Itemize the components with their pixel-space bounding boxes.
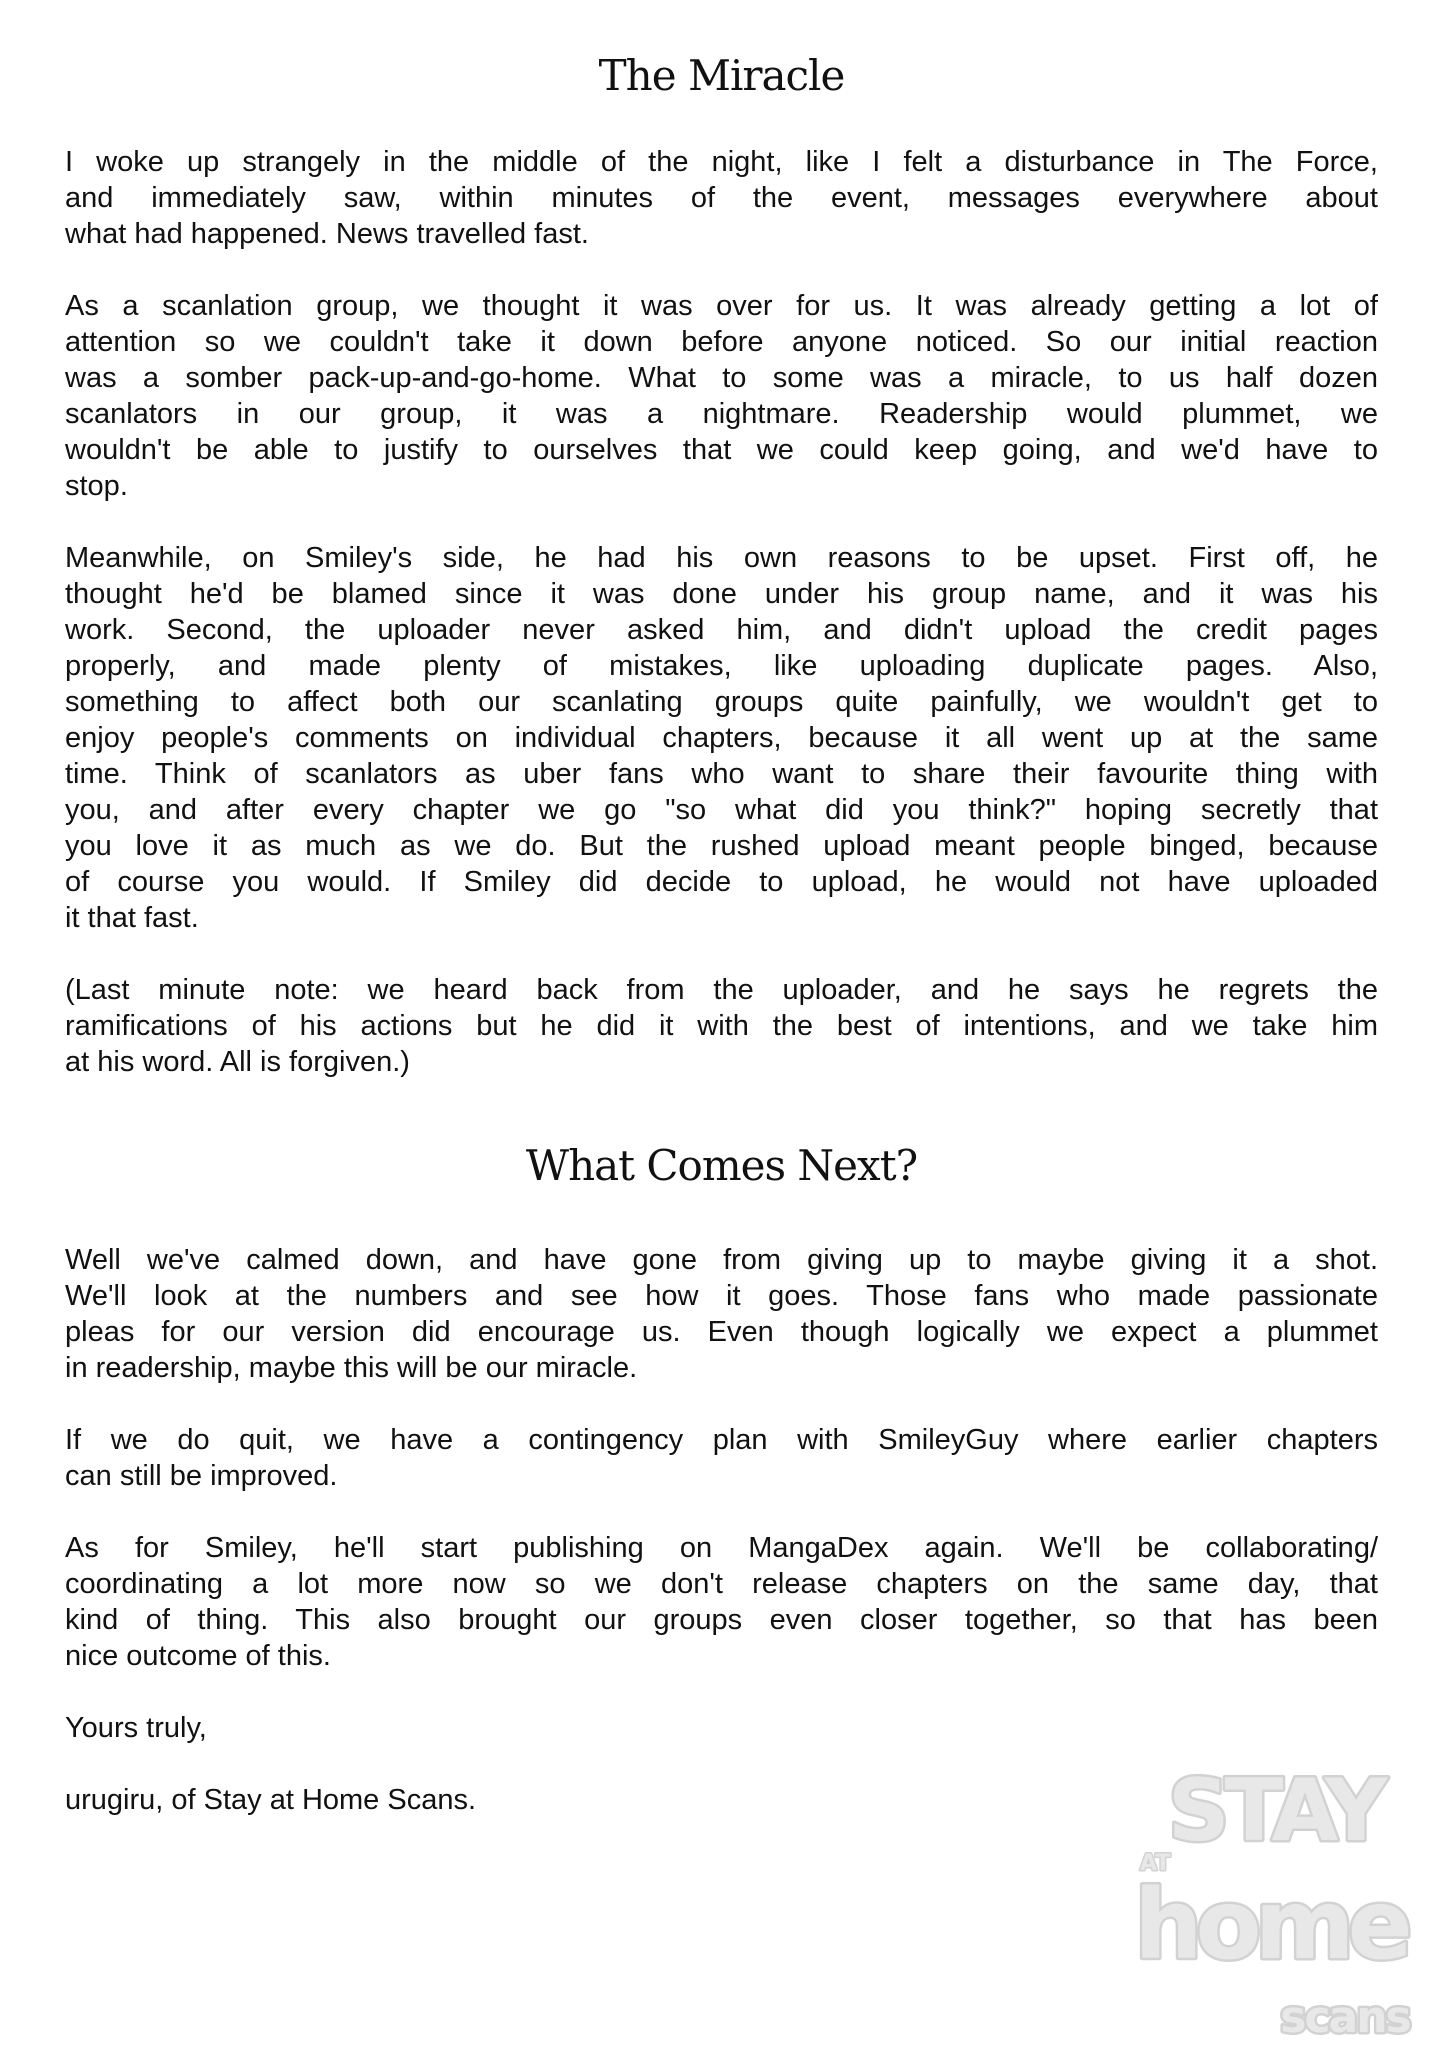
text-line: If we do quit, we have a contingency plan with SmileyGuy where earlier chapters — [65, 1424, 1378, 1456]
logo-scans: scans — [1280, 1992, 1410, 2042]
text-line: As a scanlation group, we thought it was over for us. It was already getting a lot of — [65, 290, 1378, 322]
text-line: kind of thing. This also brought our groups even closer together, so that has been — [65, 1604, 1378, 1636]
text-line: ramifications of his actions but he did it with the best of intentions, and we take him — [65, 1010, 1378, 1042]
stay-at-home-scans-logo — [1110, 1762, 1430, 2042]
section-title: The Miracle — [598, 51, 845, 100]
text-line: pleas for our version did encourage us. Even though logically we expect a plummet — [65, 1316, 1378, 1348]
text-line: in readership, maybe this will be our miracle. — [65, 1352, 638, 1384]
text-line: you, and after every chapter we go "so what did you think?" hoping secretly that — [65, 794, 1378, 826]
text-line: and immediately saw, within minutes of the event, messages everywhere about — [65, 182, 1378, 214]
paragraph — [65, 1242, 1378, 1386]
text-line: Yours truly, — [65, 1712, 207, 1744]
paragraph — [65, 1422, 1378, 1494]
section-title: What Comes Next? — [525, 1141, 918, 1190]
text-line: coordinating a lot more now so we don't release chapters on the same day, that — [65, 1568, 1378, 1600]
paragraph — [65, 540, 1378, 936]
paragraph — [65, 1530, 1378, 1674]
text-line: what had happened. News travelled fast. — [65, 218, 589, 250]
text-line: something to affect both our scanlating groups quite painfully, we wouldn't get to — [65, 686, 1378, 718]
text-line: wouldn't be able to justify to ourselves that we could keep going, and we'd have to — [65, 434, 1378, 466]
section — [65, 1138, 1378, 1818]
text-line: stop. — [65, 470, 128, 502]
text-line: it that fast. — [65, 902, 199, 934]
text-line: can still be improved. — [65, 1460, 338, 1492]
text-line: at his word. All is forgiven.) — [65, 1046, 410, 1078]
paragraph — [65, 972, 1378, 1080]
text-line: scanlators in our group, it was a nightmare. Readership would plummet, we — [65, 398, 1378, 430]
text-line: nice outcome of this. — [65, 1640, 331, 1672]
section — [65, 48, 1378, 1080]
paragraph — [65, 144, 1378, 252]
text-line: work. Second, the uploader never asked him, and didn't upload the credit pages — [65, 614, 1378, 646]
text-line: of course you would. If Smiley did decide to upload, he would not have uploaded — [65, 866, 1378, 898]
text-line: urugiru, of Stay at Home Scans. — [65, 1784, 477, 1816]
paragraph — [65, 288, 1378, 504]
paragraph — [65, 1710, 1378, 1746]
document-page — [65, 48, 1378, 1854]
text-line: (Last minute note: we heard back from the uploader, and he says he regrets the — [65, 974, 1378, 1006]
text-line: Meanwhile, on Smiley's side, he had his own reasons to be upset. First off, he — [65, 542, 1378, 574]
logo-at: AT — [1140, 1851, 1171, 1876]
text-line: properly, and made plenty of mistakes, like uploading duplicate pages. Also, — [65, 650, 1378, 682]
text-line: I woke up strangely in the middle of the night, like I felt a disturbance in The Force, — [65, 146, 1378, 178]
logo-home: home — [1134, 1869, 1406, 1981]
text-line: We'll look at the numbers and see how it goes. Those fans who made passionate — [65, 1280, 1378, 1312]
text-line: Well we've calmed down, and have gone from giving up to maybe giving it a shot. — [65, 1244, 1378, 1276]
text-line: thought he'd be blamed since it was done under his group name, and it was his — [65, 578, 1378, 610]
logo-stay: STAY — [1167, 1762, 1383, 1861]
text-line: As for Smiley, he'll start publishing on MangaDex again. We'll be collaborating/ — [65, 1532, 1378, 1564]
text-line: enjoy people's comments on individual chapters, because it all went up at the same — [65, 722, 1378, 754]
text-line: was a somber pack-up-and-go-home. What to some was a miracle, to us half dozen — [65, 362, 1378, 394]
text-line: you love it as much as we do. But the rushed upload meant people binged, because — [65, 830, 1378, 862]
text-line: time. Think of scanlators as uber fans who want to share their favourite thing with — [65, 758, 1378, 790]
text-line: attention so we couldn't take it down before anyone noticed. So our initial reaction — [65, 326, 1378, 358]
